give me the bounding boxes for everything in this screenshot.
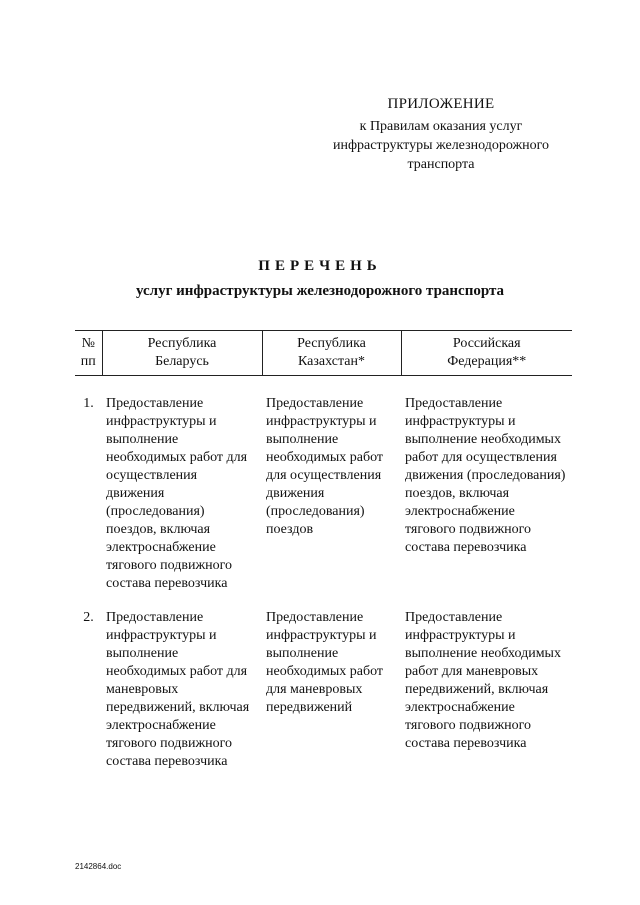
appendix-heading: ПРИЛОЖЕНИЕ: [387, 96, 495, 112]
services-table: [75, 330, 572, 787]
cell-russia: Предоставление инфраструктуры и выполнение необходимых работ для маневровых передвижений, включая электроснабжение тягового подвижного состава перевозчика: [405, 610, 561, 751]
cell-kazakhstan: Предоставление инфраструктуры и выполнение необходимых работ для маневровых передвижений: [266, 610, 384, 715]
row-number: 1.: [83, 396, 94, 411]
file-reference: 2142864.doc: [75, 862, 122, 871]
header-number: № пп: [75, 331, 102, 376]
cell-russia: Предоставление инфраструктуры и выполнение необходимых работ для осуществления движения (проследования) поездов, включая электроснабжение тягового подвижного состава перевозчика: [405, 396, 566, 555]
appendix-block: [300, 95, 582, 174]
document-subtitle: услуг инфраструктуры железнодорожного транспорта: [135, 283, 505, 299]
cell-belarus: Предоставление инфраструктуры и выполнение необходимых работ для осуществления движения (проследования) поездов, включая электроснабжение тягового подвижного состава перевозчика: [106, 396, 248, 591]
table-row: [75, 609, 572, 787]
appendix-reference: [300, 117, 582, 174]
appendix-line: к Правилам оказания услуг: [359, 119, 523, 134]
appendix-line: инфраструктуры железнодорожного: [332, 138, 550, 153]
header-russia: Российская Федерация**: [401, 331, 572, 376]
document-title: ПЕРЕЧЕНЬ: [258, 258, 382, 274]
table-row: [75, 395, 572, 609]
appendix-line: транспорта: [407, 157, 475, 172]
table-header-row: [75, 331, 572, 376]
header-kazakhstan: Республика Казахстан*: [262, 331, 401, 376]
cell-kazakhstan: Предоставление инфраструктуры и выполнение необходимых работ для осуществления движения (проследования) поездов: [266, 396, 384, 537]
cell-belarus: Предоставление инфраструктуры и выполнение необходимых работ для маневровых передвижений, включая электроснабжение тягового подвижного состава перевозчика: [106, 610, 250, 769]
table-spacer: [75, 376, 572, 396]
row-number: 2.: [83, 610, 94, 625]
header-belarus: Республика Беларусь: [102, 331, 262, 376]
